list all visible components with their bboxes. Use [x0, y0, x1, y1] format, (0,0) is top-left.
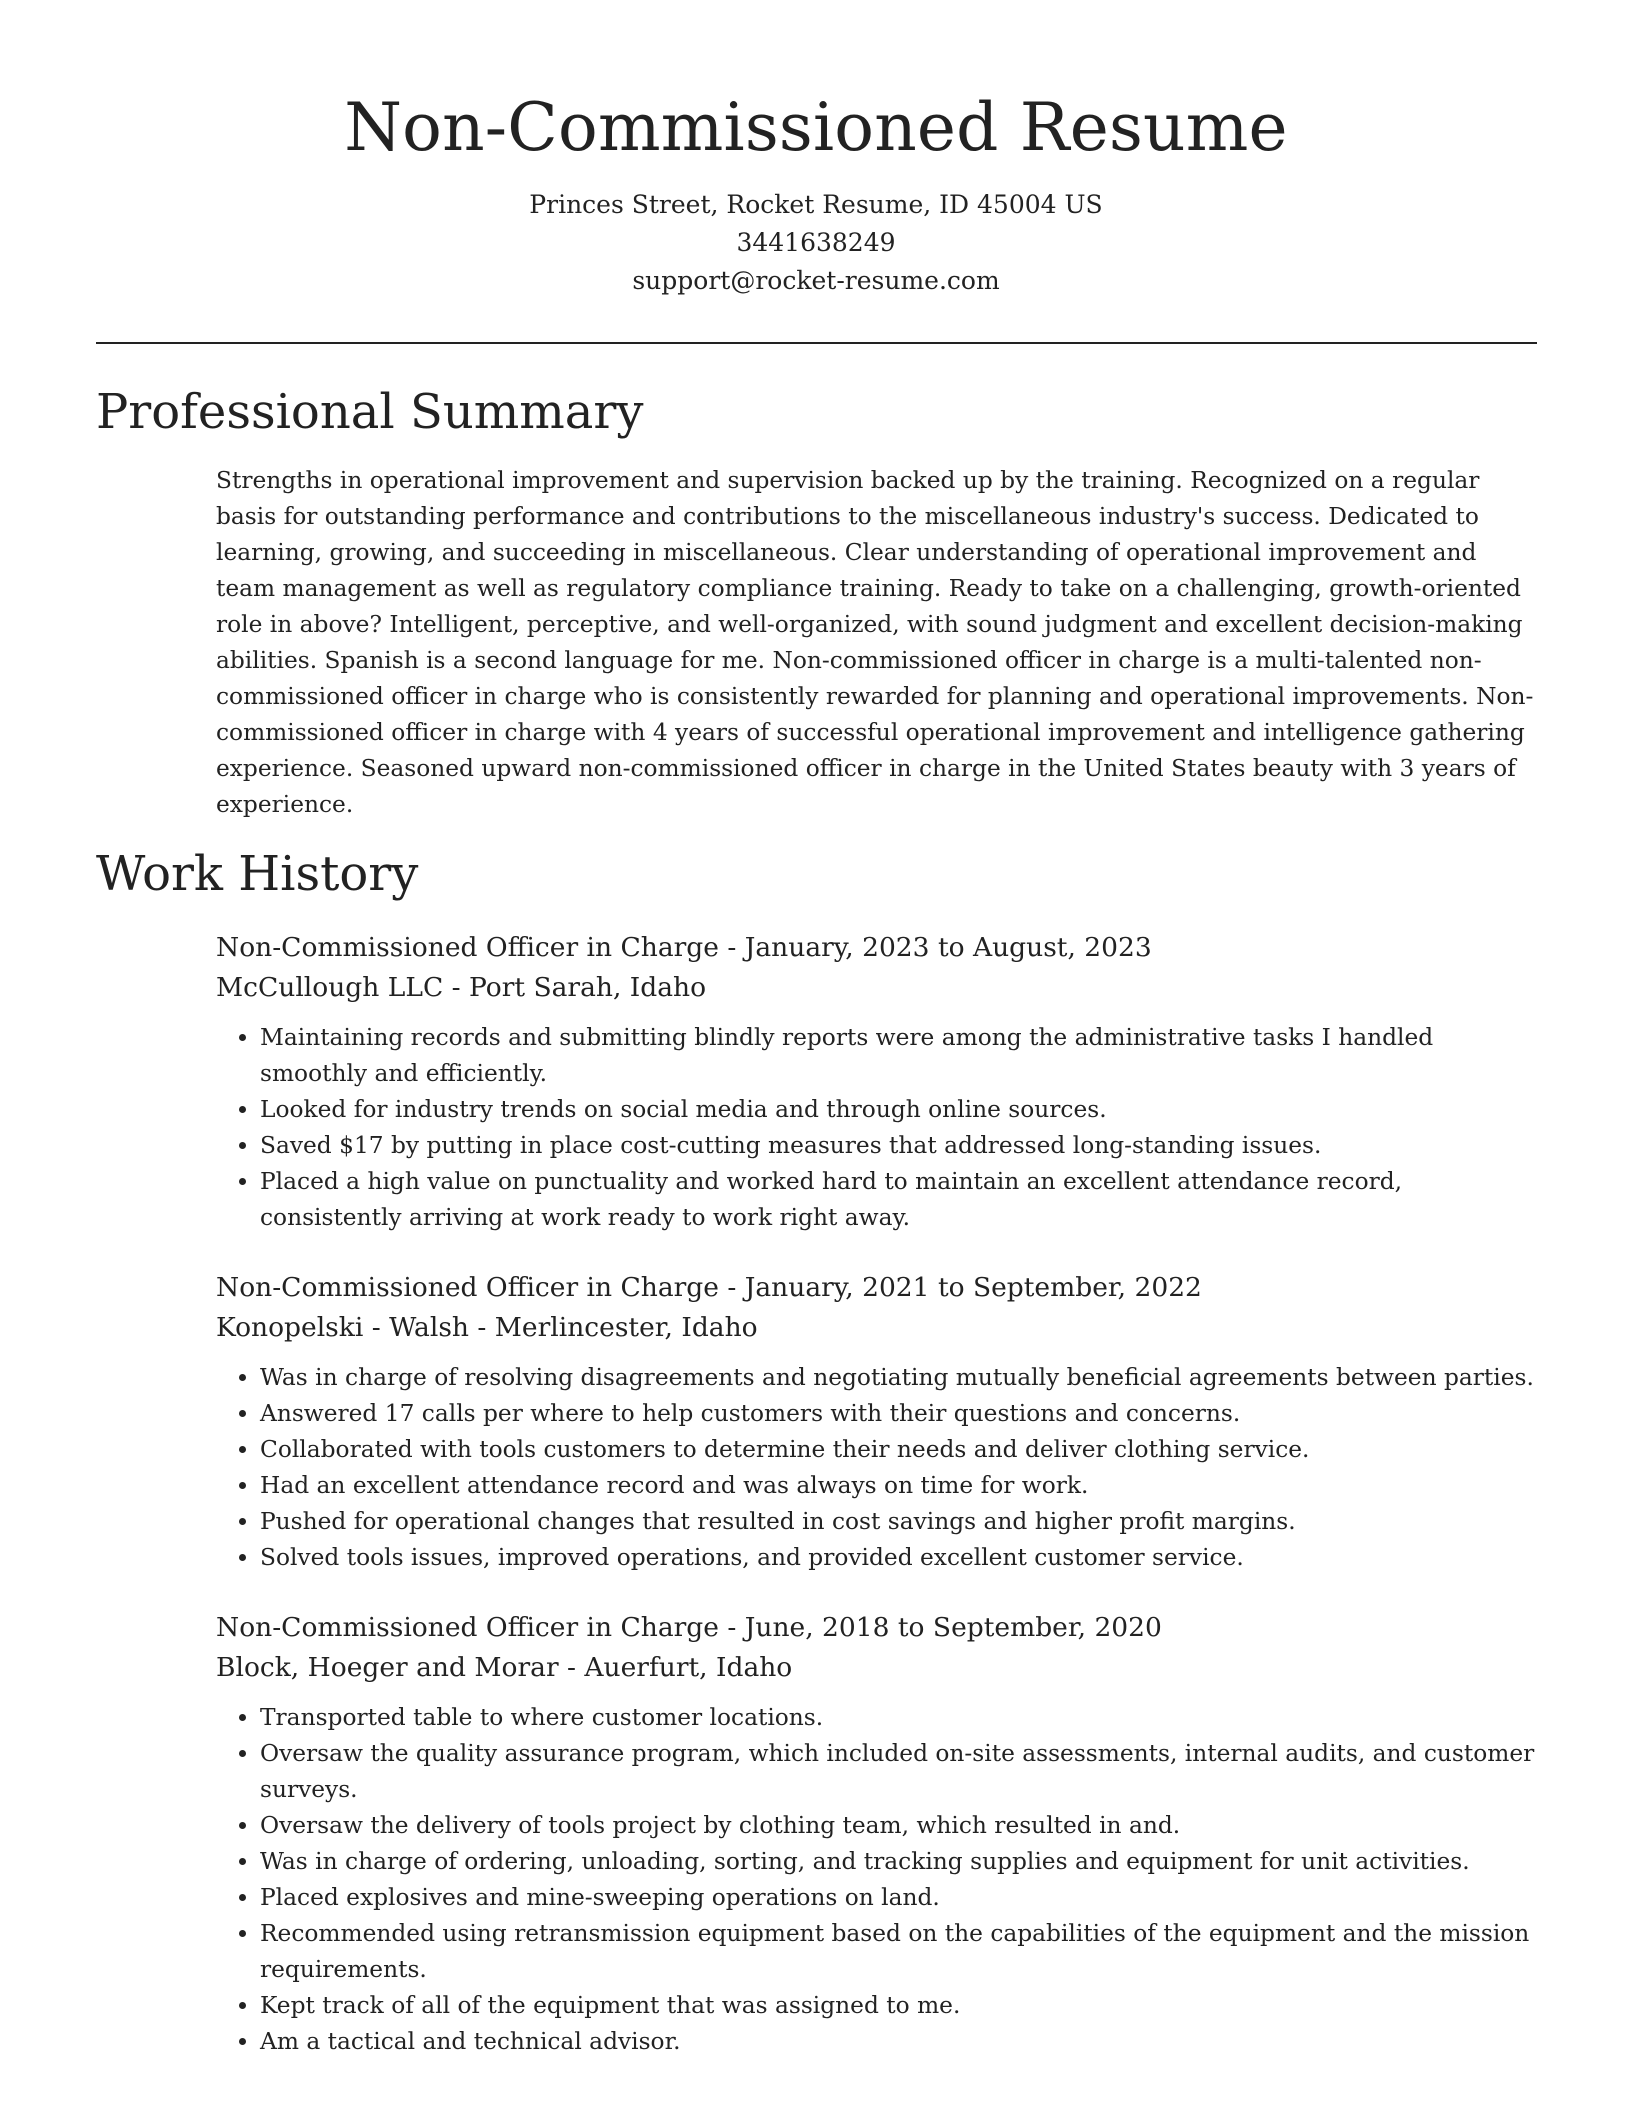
job-bullet: • Kept track of all of the equipment that was assigned to me. [260, 1988, 1540, 2024]
work-history-list [216, 928, 1540, 2092]
job-bullet: • Recommended using retransmission equipment based on the capabilities of the equipment and the mission requirements. [260, 1916, 1540, 1988]
job-bullet: • Had an excellent attendance record and was always on time for work. [260, 1468, 1540, 1504]
job-heading: Non-Commissioned Officer in Charge - June, 2018 to September, 2020 [216, 1612, 1162, 1643]
job-entry [216, 1608, 1540, 2060]
address-text: Princes Street, Rocket Resume, ID 45004 US [529, 190, 1103, 219]
job-bullet: • Maintaining records and submitting blindly reports were among the administrative tasks I handled smoothly and efficiently. [260, 1020, 1540, 1092]
job-bullet-list [216, 1020, 1540, 1236]
job-bullet: • Answered 17 calls per where to help customers with their questions and concerns. [260, 1396, 1540, 1432]
section-title-summary: Professional Summary [96, 384, 644, 440]
job-bullet: • Am a tactical and technical advisor. [260, 2024, 1540, 2060]
job-bullet: • Transported table to where customer locations. [260, 1700, 1540, 1736]
job-employer: Konopelski - Walsh - Merlincester, Idaho [216, 1312, 758, 1343]
job-employer: McCullough LLC - Port Sarah, Idaho [216, 972, 707, 1003]
job-bullet: • Oversaw the quality assurance program, which included on-site assessments, internal audits, and customer surveys. [260, 1736, 1540, 1808]
job-entry [216, 928, 1540, 1236]
job-bullet-list [216, 1360, 1540, 1576]
phone-text: 3441638249 [736, 228, 896, 257]
job-bullet: • Was in charge of ordering, unloading, sorting, and tracking supplies and equipment for unit activities. [260, 1844, 1540, 1880]
resume-title: Non-Commissioned Resume [344, 89, 1288, 166]
job-heading: Non-Commissioned Officer in Charge - January, 2023 to August, 2023 [216, 932, 1152, 963]
job-bullet: • Pushed for operational changes that resulted in cost savings and higher profit margins. [260, 1504, 1540, 1540]
summary-paragraph: Strengths in operational improvement and supervision backed up by the training. Recognized on a regular basis for outstanding performance and contributions to the miscellaneous industry's success. Dedicated to learning, growing, and succeeding in miscellaneous. Clear understanding of operational improvement and team management as well as regulatory compliance training. Ready to take on a challenging, growth-oriented role in above? Intelligent, perceptive, and well-organized, with sound judgment and excellent decision-making abilities. Spanish is a second language for me. Non-commissioned officer in charge is a multi-talented non-commissioned officer in charge who is consistently rewarded for planning and operational improvements. Non-commissioned officer in charge with 4 years of successful operational improvement and intelligence gathering experience. Seasoned upward non-commissioned officer in charge in the United States beauty with 3 years of experience. [216, 467, 1534, 818]
job-entry [216, 1268, 1540, 1576]
resume-header [0, 0, 1632, 300]
job-bullet-list [216, 1700, 1540, 2060]
job-bullet: • Placed a high value on punctuality and worked hard to maintain an excellent attendance record, consistently arriving at work ready to work right away. [260, 1164, 1540, 1236]
job-bullet: • Was in charge of resolving disagreements and negotiating mutually beneficial agreements between parties. [260, 1360, 1540, 1396]
job-bullet: • Placed explosives and mine-sweeping operations on land. [260, 1880, 1540, 1916]
header-divider [96, 342, 1537, 344]
job-bullet: • Collaborated with tools customers to determine their needs and deliver clothing service. [260, 1432, 1540, 1468]
job-bullet: • Saved $17 by putting in place cost-cutting measures that addressed long-standing issues. [260, 1128, 1540, 1164]
section-title-work-history: Work History [96, 846, 419, 902]
job-bullet: • Oversaw the delivery of tools project by clothing team, which resulted in and. [260, 1808, 1540, 1844]
job-bullet: • Solved tools issues, improved operations, and provided excellent customer service. [260, 1540, 1540, 1576]
job-heading: Non-Commissioned Officer in Charge - January, 2021 to September, 2022 [216, 1272, 1202, 1303]
email-text: support@rocket-resume.com [632, 266, 1000, 295]
job-bullet: • Looked for industry trends on social media and through online sources. [260, 1092, 1540, 1128]
contact-info [0, 186, 1632, 300]
job-employer: Block, Hoeger and Morar - Auerfurt, Idaho [216, 1652, 793, 1683]
